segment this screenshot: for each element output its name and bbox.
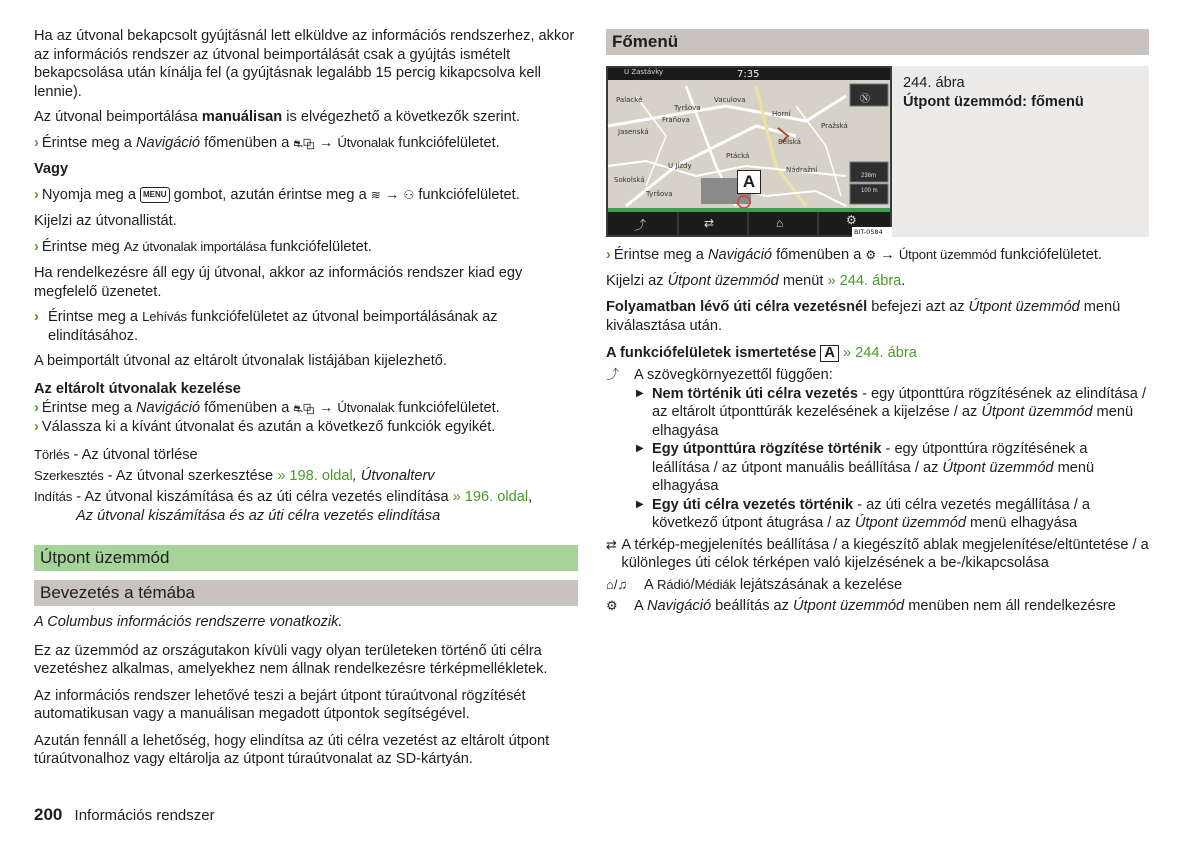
- navigation-screenshot: [606, 66, 892, 237]
- map-button-icon[interactable]: ⇄: [704, 216, 715, 230]
- term-row: Szerkesztés - Az útvonal szerkesztése » 198. oldal, Útvonalterv: [34, 468, 435, 484]
- step3: › Érintse meg Az útvonalak importálása funkciófelületet.: [34, 239, 372, 255]
- new-route-paragraph: Ha rendelkezésre áll egy új útvonal, akkor az információs rendszer kiad egy megfelelő üzenetet.: [34, 265, 523, 300]
- para3: Azután fennáll a lehetőség, hogy elindítsa az úti célra vezetést az eltárolt útpont túraútvonalhoz vagy eltárolja az útpont túraútvonalat az SD-kártyán.: [34, 732, 550, 767]
- location-label: U Zastávky: [624, 68, 664, 76]
- route-icon: ⛐⧉: [293, 403, 315, 415]
- clock: 7:35: [737, 69, 760, 80]
- figure-number: 244. ábra: [903, 75, 965, 91]
- step4: › Érintse meg a Lehívás funkciófelületet az útvonal beimportálásának az elindításához.: [34, 309, 498, 344]
- map-label: Jasenská: [618, 128, 649, 136]
- imported-paragraph: A beimportált útvonal az eltárolt útvonalak listájában kijelezhető.: [34, 353, 447, 369]
- figure-link[interactable]: » 244. ábra: [827, 273, 902, 289]
- person-icon: ⚇: [403, 188, 415, 202]
- list-item: ⚙ A Navigáció beállítás az Útpont üzemmód menüben nem áll rendelkezésre: [606, 598, 1116, 614]
- fomenu-heading: Főmenü: [606, 29, 1149, 55]
- step2: › Nyomja meg a MENU gombot, azután érintse meg a ≋ → ⚇ funkciófelületet.: [34, 187, 520, 203]
- list-item: ▶ Egy úti célra vezetés történik - az úti célra vezetés megállítása / a következő útpont átugrása / az Útpont üzemmód menü elhagyása: [636, 496, 1091, 531]
- columbus-note: A Columbus információs rendszerre vonatkozik.: [34, 614, 343, 630]
- menu-key-icon: MENU: [140, 187, 170, 203]
- vagy-heading: Vagy: [34, 161, 69, 177]
- gear-icon: ⚙: [865, 248, 877, 262]
- scale-label: 100 m: [861, 188, 878, 194]
- settings-icon: ⚙: [606, 598, 618, 613]
- list-item: ⇄ A térkép-megjelenítés beállítása / a kiegészítő ablak megjelenítése/eltüntetése / a különleges úti célok térképen való kijelzésének a be-/kikapcsolása: [606, 536, 1149, 571]
- map-label: Tyršova: [674, 104, 701, 112]
- manual-paragraph: Az útvonal beimportálása manuálisan is elvégezhető a következők szerint.: [34, 109, 520, 125]
- map-label: Fraňova: [662, 116, 690, 124]
- footer-section: Információs rendszer: [74, 807, 215, 824]
- map-label: Vaculova: [714, 96, 746, 104]
- list-item: ⤴ A szövegkörnyezettől függően:: [606, 367, 833, 383]
- figure-title: Útpont üzemmód: főmenü: [903, 93, 1084, 110]
- compass-icon[interactable]: Ⓝ: [860, 94, 870, 105]
- stored-step2: › Válassza ki a kívánt útvonalat és azután a következő funkciók egyikét.: [34, 419, 496, 435]
- radio-media-icon: ⌂/♫: [606, 576, 628, 592]
- figure-link[interactable]: » 244. ábra: [843, 345, 917, 361]
- footer: [34, 805, 215, 825]
- map-label: U Jízdy: [668, 162, 692, 170]
- page-link[interactable]: » 198. oldal: [277, 468, 353, 484]
- term-row: Törlés - Az útvonal törlése: [34, 447, 198, 463]
- list-item: ▶ Nem történik úti célra vezetés - egy útponttúra rögzítésének az elindítása / az eltárolt útponttúrák kezelésének a kijelzése / az Útpont üzemmód menü elhagyása: [636, 385, 1147, 439]
- map-label: Palacké: [616, 96, 643, 104]
- menu-shown: Kijelzi az Útpont üzemmód menüt » 244. ábra.: [606, 273, 906, 289]
- route-icon: ⤴: [606, 367, 620, 382]
- term-row: Indítás - Az útvonal kiszámítása és az úti célra vezetés elindítása » 196. oldal,: [34, 489, 533, 505]
- callout-a: A: [820, 345, 839, 362]
- map-label: Sokolská: [614, 176, 645, 184]
- functions-heading: A funkciófelületek ismertetése A » 244. ábra: [606, 345, 917, 361]
- stored-heading: Az eltárolt útvonalak kezelése: [34, 381, 241, 397]
- marker-a: A: [737, 170, 761, 194]
- waypoint-step: › Érintse meg a Navigáció főmenüben a ⚙ → Útpont üzemmód funkciófelületet.: [606, 247, 1102, 263]
- map-label: Nádražní: [786, 166, 818, 174]
- section-heading: Útpont üzemmód: [34, 545, 578, 571]
- subsection-heading: Bevezetés a témába: [34, 580, 578, 606]
- map-label: Pražská: [821, 122, 848, 130]
- step1: › Érintse meg a Navigáció főmenüben a ⛐⧉ → Útvonalak funkciófelületet.: [34, 135, 500, 151]
- list-item: ⌂/♫ A Rádió/Médiák lejátszásának a kezelése: [606, 576, 903, 593]
- figure-caption-panel: [892, 66, 1149, 237]
- stored-step1: › Érintse meg a Navigáció főmenüben a ⛐⧉ → Útvonalak funkciófelületet.: [34, 400, 500, 416]
- map-label: Horní: [772, 110, 791, 118]
- active-guidance: Folyamatban lévő úti célra vezetésnél befejezi azt az Útpont üzemmód menü kiválasztása után.: [606, 299, 1121, 334]
- term-continuation: Az útvonal kiszámítása és az úti célra vezetés elindítása: [76, 508, 441, 524]
- figure-code: BIT-0584: [854, 228, 883, 236]
- function-list: [606, 366, 1149, 616]
- settings-button-icon[interactable]: ⚙: [846, 213, 857, 227]
- map-label: Ptácká: [726, 152, 750, 160]
- scale-label: 236m: [861, 173, 877, 179]
- route-icon: ⛐⧉: [293, 138, 315, 150]
- route-button-icon[interactable]: ⤴: [634, 218, 647, 232]
- page-link[interactable]: » 196. oldal: [452, 489, 529, 505]
- intro-paragraph: Ha az útvonal bekapcsolt gyújtásnál lett elküldve az információs rendszerhez, akkor az információs rendszer az útvonal beimportálását csak a gyújtás ismételt bekapcsolása után kínálja fel (a gyújtásnak legalább 15 percig kikapcsolva kell lennie).: [34, 28, 575, 100]
- para2: Az információs rendszer lehetővé teszi a bejárt útpont túraútvonal rögzítését automatikusan vagy a manuálisan megadott útpontok segítségével.: [34, 687, 526, 722]
- page-number: 200: [34, 805, 63, 824]
- list-item: ▶ Egy útponttúra rögzítése történik - egy útponttúra rögzítésének a leállítása / az útpont manuális beállítása / az Útpont üzemmód menü elhagyása: [636, 441, 1095, 494]
- radio-button-icon[interactable]: ⌂: [776, 216, 784, 230]
- settings-signal-icon: ≋: [370, 188, 381, 202]
- para1: Ez az üzemmód az országutakon kívüli vagy olyan területeken történő úti célra vezetéshez alkalmas, amelyekhez nem állnak rendelkezésre térképmellékletek.: [34, 642, 548, 677]
- intro-section: [34, 613, 578, 769]
- map-label: Bělská: [778, 138, 801, 146]
- list-shown: Kijelzi az útvonallistát.: [34, 213, 177, 229]
- map-label: Tyršova: [646, 190, 673, 198]
- map-settings-icon: ⇄: [606, 536, 617, 552]
